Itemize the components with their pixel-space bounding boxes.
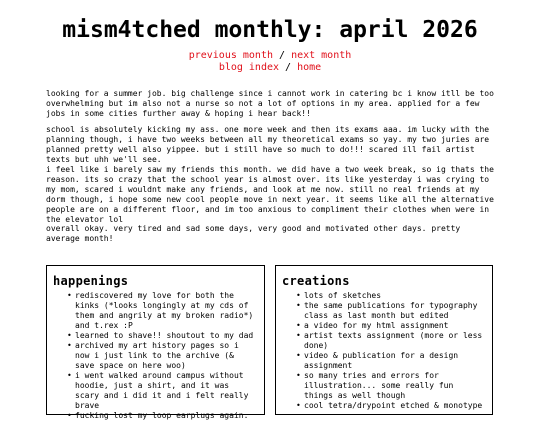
overall-paragraph: overall okay. very tired and sad some days, very good and motivated other days. pretty average month! bbox=[46, 224, 461, 243]
list-item-text: rediscovered my love for both the kinks (*looks longingly at my cds of them and angrily at my broken radio*) and t.rex :P bbox=[75, 291, 254, 330]
page-title: mism4tched monthly: april 2026 bbox=[62, 17, 478, 43]
nav-separator: / bbox=[273, 50, 292, 61]
list-item bbox=[67, 331, 258, 341]
list-item-text: a video for my html assignment bbox=[304, 321, 449, 330]
bullet-icon: • bbox=[296, 301, 301, 310]
school-paragraph: school is absolutely kicking my ass. one more week and then its exams aaa. im lucky with the planning though, i have two weeks between all my theoretical exams so yay. my two juries are planned pretty well also yippee. but i still have so much to do!!! scared ill fail artist texts but uhh we'll see. i feel like i barely saw my friends this month. we did have a two week break, so ig thats the reason. its so crazy that the school year is almost over. its like yesterday i was crying to my mom, scared i wouldnt make any friends, and look at me now. still no real friends at my dorm though, i hope some new cool people move in next year. it seems like all the alternative people are on a different floor, and im too anxious to compliment their clothes when were in the elevator lol bbox=[46, 125, 494, 224]
list-item-text: artist texts assignment (more or less done) bbox=[304, 331, 483, 350]
summer-job-paragraph: looking for a summer job. big challenge since i cannot work in catering bc i know itll be too overwhelming but im also not a nurse so not a lot of options in my area. applied for a few jobs in some cities further away & hoping i hear back!! bbox=[46, 89, 494, 118]
list-item-text: learned to shave!! shoutout to my dad bbox=[75, 331, 254, 340]
list-item bbox=[296, 371, 486, 401]
list-item-text: fucking lost my loop earplugs again. bbox=[75, 411, 249, 420]
creations-box bbox=[275, 265, 493, 415]
next-month-link[interactable]: next month bbox=[291, 50, 352, 61]
list-item bbox=[296, 291, 486, 301]
list-item-text: cool tetra/drypoint etched & monotype bbox=[304, 401, 483, 410]
bullet-icon: • bbox=[296, 351, 301, 360]
list-item bbox=[296, 351, 486, 371]
list-item bbox=[67, 371, 258, 411]
bullet-icon: • bbox=[296, 321, 301, 330]
list-item-text: video & publication for a design assignment bbox=[304, 351, 459, 370]
happenings-box bbox=[46, 265, 265, 420]
list-item-text: lots of sketches bbox=[304, 291, 382, 300]
list-item bbox=[67, 411, 258, 421]
list-item-text: archived my art history pages so i now i just link to the archive (& save space on here woo) bbox=[75, 341, 239, 370]
site-nav bbox=[0, 62, 540, 74]
nav-separator: / bbox=[279, 62, 298, 73]
previous-month-link[interactable]: previous month bbox=[188, 50, 273, 61]
bullet-icon: • bbox=[296, 371, 301, 380]
list-item-text: so many tries and errors for illustration... some really fun things as well though bbox=[304, 371, 454, 400]
creations-list bbox=[282, 291, 486, 411]
bullet-icon: • bbox=[296, 331, 301, 340]
happenings-heading: happenings bbox=[53, 274, 129, 288]
creations-heading: creations bbox=[282, 274, 350, 288]
list-item bbox=[296, 321, 486, 331]
happenings-list bbox=[53, 291, 258, 421]
bullet-icon: • bbox=[67, 341, 72, 350]
bullet-icon: • bbox=[296, 291, 301, 300]
bullet-icon: • bbox=[67, 291, 72, 300]
list-item bbox=[296, 331, 486, 351]
list-item bbox=[296, 401, 486, 411]
home-link[interactable]: home bbox=[297, 62, 322, 73]
bullet-icon: • bbox=[296, 401, 301, 410]
bullet-icon: • bbox=[67, 371, 72, 380]
list-item bbox=[67, 341, 258, 371]
bullet-icon: • bbox=[67, 331, 72, 340]
blog-index-link[interactable]: blog index bbox=[218, 62, 280, 73]
month-nav bbox=[0, 50, 540, 62]
list-item bbox=[296, 301, 486, 321]
bullet-icon: • bbox=[67, 411, 72, 420]
list-item-text: i went walked around campus without hoodie, just a shirt, and it was scary and i did it and i felt really brave bbox=[75, 371, 249, 410]
list-item bbox=[67, 291, 258, 331]
list-item-text: the same publications for typography class as last month but edited bbox=[304, 301, 478, 320]
